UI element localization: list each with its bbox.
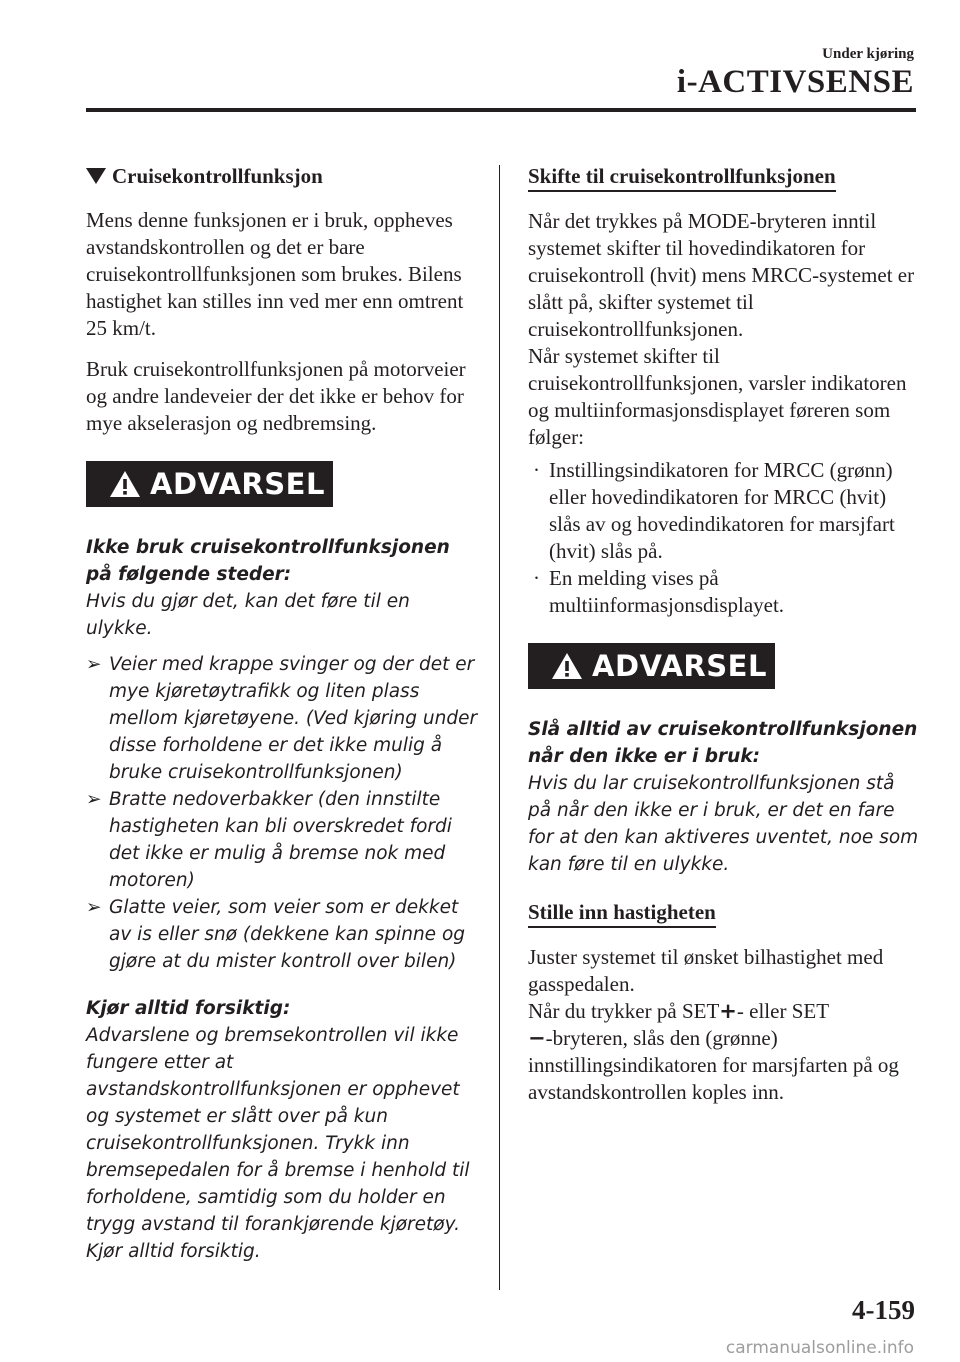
list-item: ➢ Glatte veier, som veier som er dekket av is eller snø (dekkene kan spinne og gjøre at du mister kontroll over bilen) <box>86 894 478 975</box>
subsection-title-2: Stille inn hastigheten <box>528 898 716 928</box>
warning-list <box>86 651 478 975</box>
list-item: · Instillingsindikatoren for MRCC (grønn) eller hovedindikatoren for MRCC (hvit) slås av og hovedindikatoren for marsjfart (hvit) slås på. <box>533 458 895 563</box>
warning-body-3: Hvis du lar cruisekontrollfunksjonen stå på når den ikke er i bruk, er det en fare for at den kan aktiveres uventet, noe som kan føre til en ulykke. <box>528 773 919 875</box>
triangle-down-icon <box>86 168 106 184</box>
warning-heading-2: Kjør alltid forsiktig: <box>86 998 291 1019</box>
watermark: carmanualsonline.info <box>725 1338 914 1358</box>
warning-heading-3: Slå alltid av cruisekontrollfunksjonen når den ikke er i bruk: <box>528 719 918 767</box>
page-number: 4-159 <box>852 1295 915 1325</box>
warning-heading-1: Ikke bruk cruisekontrollfunksjonen på følgende steder: <box>86 537 450 585</box>
section-title: Cruisekontrollfunksjon <box>86 162 478 190</box>
warning-banner <box>528 643 775 689</box>
list-item: ➢ Bratte nedoverbakker (den innstilte hastigheten kan bli overskredet fordi det ikke er mulig å bremse nok med motoren) <box>86 786 478 894</box>
left-column <box>86 162 478 1265</box>
warning-label: ADVARSEL <box>150 466 325 501</box>
arrow-bullet-icon: ➢ <box>86 897 102 918</box>
body-paragraph: Når det trykkes på MODE-bryteren inntil systemet skifter til hovedindikatoren for cruisekontroll (hvit) mens MRCC-systemet er slått på, skifter systemet til cruisekontrollfunksjonen. <box>528 209 915 341</box>
header-section: Under kjøring <box>822 46 914 62</box>
warning-banner <box>86 461 333 507</box>
body-paragraph: Når du trykker på SET+- eller SET −-bryteren, slås den (grønne) innstillingsindikatoren for marsjfarten på og avstandskontrollen koples inn. <box>528 999 899 1104</box>
body-paragraph: Juster systemet til ønsket bilhastighet med gasspedalen. <box>528 945 884 996</box>
column-divider <box>499 165 500 1290</box>
warning-body-1: Hvis du gjør det, kan det føre til en ulykke. <box>86 591 410 639</box>
arrow-bullet-icon: ➢ <box>86 789 102 810</box>
dot-bullet-icon: · <box>533 458 540 482</box>
indicator-list <box>528 457 920 619</box>
right-column <box>528 162 920 1106</box>
list-item: ➢ Veier med krappe svinger og der det er mye kjøretøytrafikk og liten plass mellom kjøretøyene. (Ved kjøring under disse forholdene er det ikke mulig å bruke cruisekontrollfunksjonen) <box>86 651 478 786</box>
minus-icon: − <box>528 1026 546 1050</box>
intro-paragraph-2: Bruk cruisekontrollfunksjonen på motorveier og andre landeveier der det ikke er behov for mye akselerasjon og nedbremsing. <box>86 357 466 435</box>
warning-triangle-icon <box>550 651 584 681</box>
intro-paragraph-1: Mens denne funksjonen er i bruk, oppheves avstandskontrollen og det er bare cruisekontrollfunksjonen som brukes. Bilens hastighet kan stilles inn ved mer enn omtrent 25 km/t. <box>86 208 464 340</box>
subsection-title-1: Skifte til cruisekontrollfunksjonen <box>528 162 836 192</box>
list-item: · En melding vises på multiinformasjonsdisplayet. <box>533 566 785 617</box>
arrow-bullet-icon: ➢ <box>86 654 102 675</box>
warning-body-2: Advarslene og bremsekontrollen vil ikke fungere etter at avstandskontrollfunksjonen er opphevet og systemet er slått over på kun cruisekontrollfunksjonen. Trykk inn bremsepedalen for å bremse i henhold til forholdene, samtidig som du holder en trygg avstand til forankjørende kjøretøy. Kjør alltid forsiktig. <box>86 1025 470 1262</box>
header-rule <box>86 108 916 112</box>
warning-triangle-icon <box>108 469 142 499</box>
warning-label: ADVARSEL <box>592 648 767 683</box>
body-paragraph: Når systemet skifter til cruisekontrollfunksjonen, varsler indikatoren og multiinformasjonsdisplayet føreren som følger: <box>528 344 907 449</box>
header-title: i-ACTIVSENSE <box>676 64 914 100</box>
dot-bullet-icon: · <box>533 566 540 590</box>
plus-icon: + <box>719 999 737 1023</box>
